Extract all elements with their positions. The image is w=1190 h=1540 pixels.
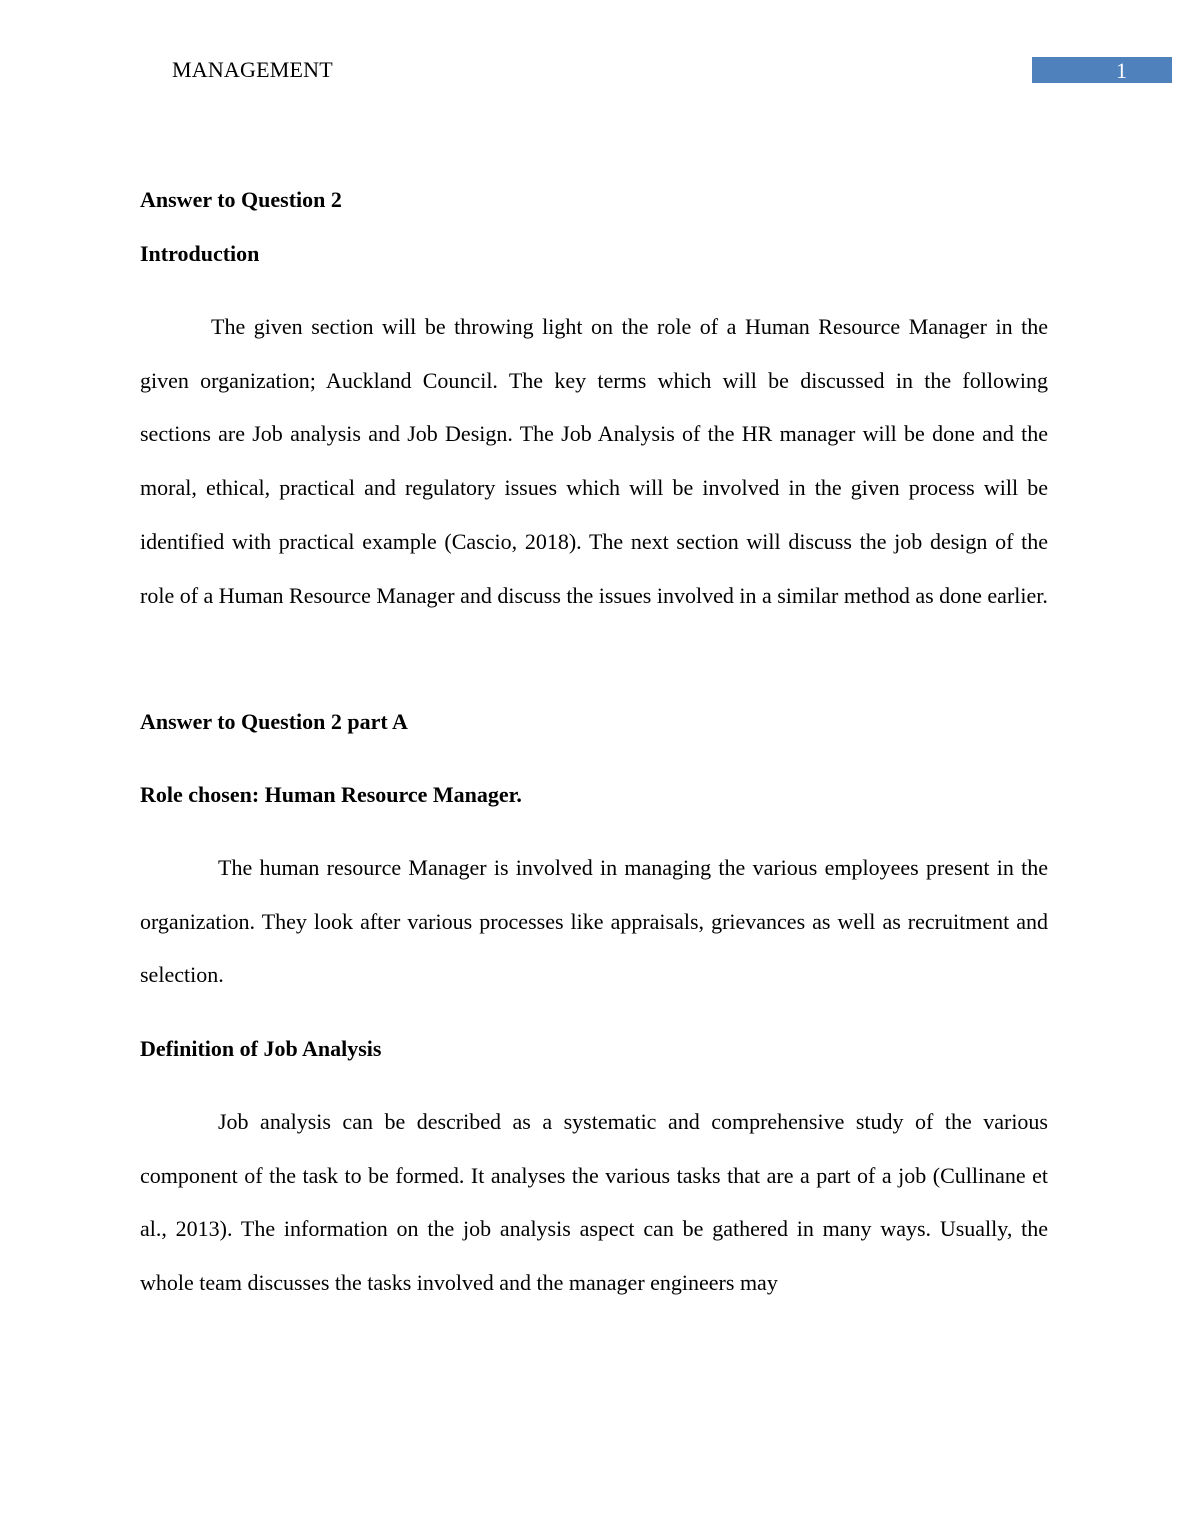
page-number-box <box>1032 57 1172 83</box>
definition-paragraph: Job analysis can be described as a systematic and comprehensive study of the various component of the task to be formed. It analyses the various tasks that are a part of a job (Cullinane et al., 2013). The information on the job analysis aspect can be gathered in many ways. Usually, the whole team discusses the tasks involved and the manager engineers may <box>140 1109 1048 1296</box>
role-paragraph: The human resource Manager is involved in managing the various employees present in the organization. They look after various processes like appraisals, grievances as well as recruitment and selection. <box>140 855 1048 988</box>
heading-introduction: Introduction <box>140 241 260 266</box>
page-number: 1 <box>1116 58 1127 83</box>
heading-answer-question-2: Answer to Question 2 <box>140 187 342 212</box>
heading-role-chosen: Role chosen: Human Resource Manager. <box>140 782 522 807</box>
heading-answer-question-2-part-a: Answer to Question 2 part A <box>140 709 408 734</box>
running-head: MANAGEMENT <box>172 57 333 82</box>
intro-paragraph: The given section will be throwing light on the role of a Human Resource Manager in the given organization; Auckland Council. The key terms which will be discussed in the following sections are Job analysis and Job Design. The Job Analysis of the HR manager will be done and the moral, ethical, practical and regulatory issues which will be involved in the given process will be identified with practical example (Cascio, 2018). The next section will discuss the job design of the role of a Human Resource Manager and discuss the issues involved in a similar method as done earlier. <box>140 314 1048 608</box>
heading-definition-job-analysis: Definition of Job Analysis <box>140 1036 382 1061</box>
